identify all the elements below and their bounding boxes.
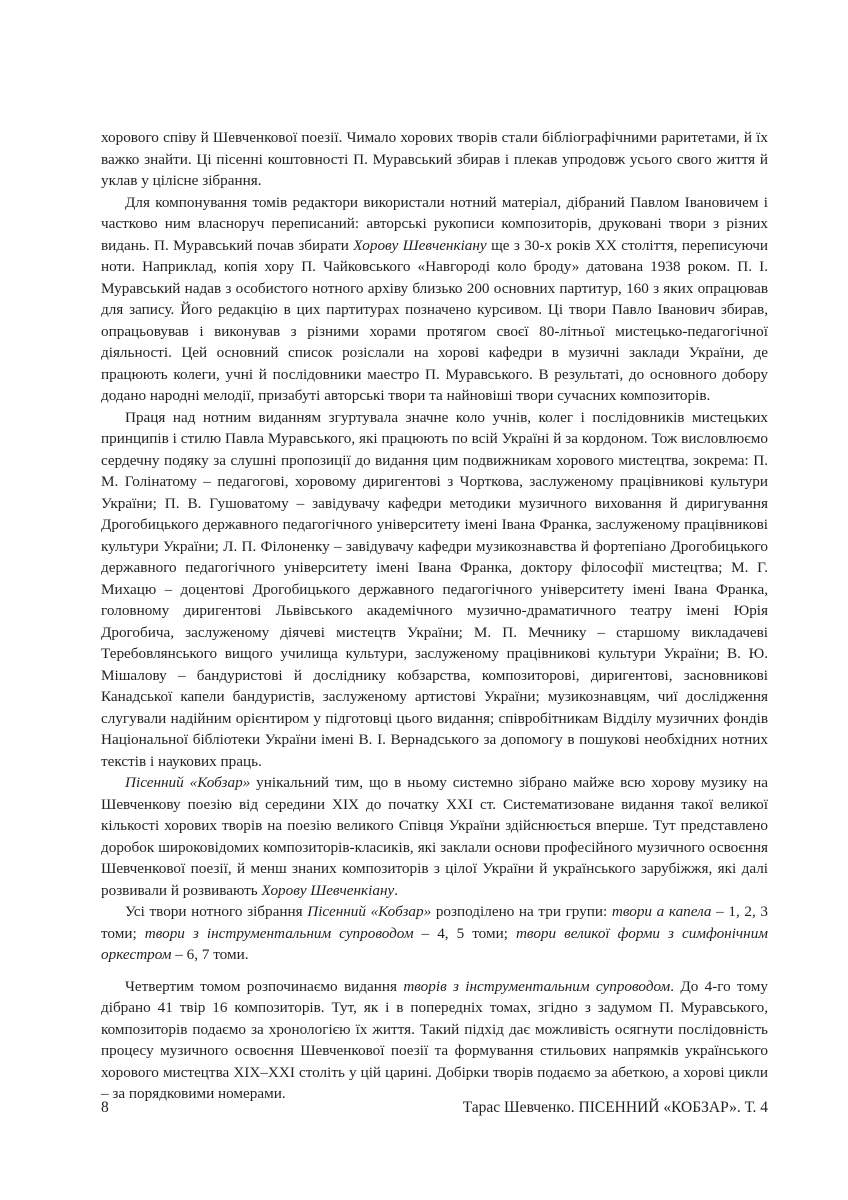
italic-run: твори великої форми з симфонічним оркестром <box>101 924 768 963</box>
italic-run: Пісенний «Кобзар» <box>125 774 251 791</box>
text-run: – 1, 2, 3 томи; <box>101 903 768 942</box>
running-title: Тарас Шевченко. ПІСЕННИЙ «КОБЗАР». Т. 4 <box>462 1099 768 1116</box>
paragraph-compilation <box>101 192 768 407</box>
text-run: розподілено на три групи: <box>431 903 612 920</box>
paragraph-continuation <box>101 127 768 192</box>
text-run: хорового співу й Шевченкової поезії. Чимало хорових творів стали бібліографічними раритетами, й їх важко знайти. Ці пісенні коштовності П. Муравський збирав і плекав упродовж усього свого життя й уклав у цілісне зібрання. <box>101 129 768 189</box>
text-run: . <box>394 881 399 899</box>
italic-run: твори з інструментальним супроводом <box>144 924 414 942</box>
text-run: унікальний тим, що в ньому системно зібрано майже всю хорову музику на Шевченкову поезію від середини XIX до початку XXI ст. Систематизоване видання такої великої кількості хорових творів на поезію великого Співця України здійснюється вперше. Тут представлено доробок широковідомих композиторів-класиків, які заклали основи професійного музичного освоєння Шевченкової поезії, й менш знаних композиторів з цілої України й українського зарубіжжя, які далі розвивали й розвивають <box>101 774 768 899</box>
paragraph-fourth-volume <box>101 976 768 1105</box>
italic-run: твори а капела <box>611 903 712 920</box>
page-footer <box>101 1098 768 1118</box>
page-number: 8 <box>101 1099 109 1116</box>
italic-run: творів з інструментальним супроводом <box>403 977 671 995</box>
paragraph-uniqueness <box>101 772 768 901</box>
italic-run: Пісенний «Кобзар» <box>307 903 432 920</box>
italic-run: Хорову Шевченкіану <box>261 881 395 899</box>
italic-run: Хорову Шевченкіану <box>353 236 487 254</box>
text-run: Усі твори нотного зібрання <box>125 903 308 920</box>
text-run: Праця над нотним виданням згуртувала значне коло учнів, колег і послідовників мистецьких принципів і стилю Павла Муравського, які працюють по всій Україні й за кордоном. Тож висловлюємо сердечну подяку за слушні пропозиції до видання цим подвижникам хорового мистецтва, зокрема: П. М. Голінатому – педагогові, хоровому диригентові з Чорткова, заслуженому працівникові культури України; П. В. Гушоватому – завідувачу кафедри методики музичного виховання й диригування Дрогобицького державного педагогічного університету імені Івана Франка, заслуженому працівникові культури України; Л. П. Філоненку – завідувачу кафедри музикознавства й фортепіано Дрогобицького державного педагогічного університету імені Івана Франка, доктору філософії мистецтва; М. Г. Михацю – доцентові Дрогобицького державного педагогічного університету імені Івана Франка, головному диригентові Львівського академічного музично-драматичного театру імені Юрія Дрогобича, заслуженому діячеві мистецтв України; М. П. Мечнику – старшому викладачеві Теребовлянського вищого училища культури, заслуженому працівникові культури України; В. Ю. Мішалову – бандуристові й досліднику кобзарства, композиторові, диригентові, засновникові Канадської капели бандуристів, заслуженому артистові України; музикознавцям, чиї дослідження слугували надійним орієнтиром у підготовці цього видання; співробітникам Відділу музичних фондів Національної бібліотеки України імені В. І. Вернадського за допомогу в пошукові необхідних нотних текстів і наукових праць. <box>101 408 768 770</box>
text-run: ще з 30-х років XX століття, переписуючи ноти. Наприклад, копія хору П. Чайковського «Навгороді коло броду» датована 1938 роком. П. І. Муравський надав з особистого нотного архіву близько 200 основних партитур, 160 з яких опрацював для запису. Його редакцію в цих партитурах позначено курсивом. Ці твори Павло Іванович збирав, опрацьовував і виконував з різними хорами протягом своєї 80-літньої мистецько-педагогічної діяльності. Цей основний список розіслали на хорові кафедри в музичні заклади України, де працюють колеги, учні й послідовники маестро П. Муравського. В результаті, до основного добору додано народні мелодії, призабуті авторські твори та найновіші твори сучасних композиторів. <box>101 236 769 404</box>
text-run: . До 4-го тому дібрано 41 твір 16 композиторів. Тут, як і в попередніх томах, згідно з задумом П. Муравського, композиторів подаємо за хронологією їх життя. Такий підхід дає можливість осягнути послідовність процесу музичного освоєння Шевченкової поезії та формування стильових напрямків українського хорового мистецтва XIX–XXI століть у цій царині. Добірки творів подаємо за абеткою, а хорові цикли – за порядковими номерами. <box>101 977 768 1102</box>
text-run: – 4, 5 томи; <box>413 924 516 942</box>
text-run: Для компонування томів редактори використали нотний матеріал, дібраний Павлом Івановичем і частково ним власноруч переписаний: авторські рукописи композиторів, друковані твори з різних видань. П. Муравський почав збирати <box>101 193 768 254</box>
text-run: Четвертим томом розпочинаємо видання <box>125 977 404 995</box>
paragraph-acknowledgements <box>101 407 768 773</box>
paragraph-groups <box>101 901 768 966</box>
text-run: – 6, 7 томи. <box>171 946 249 963</box>
body-text <box>101 127 768 1105</box>
